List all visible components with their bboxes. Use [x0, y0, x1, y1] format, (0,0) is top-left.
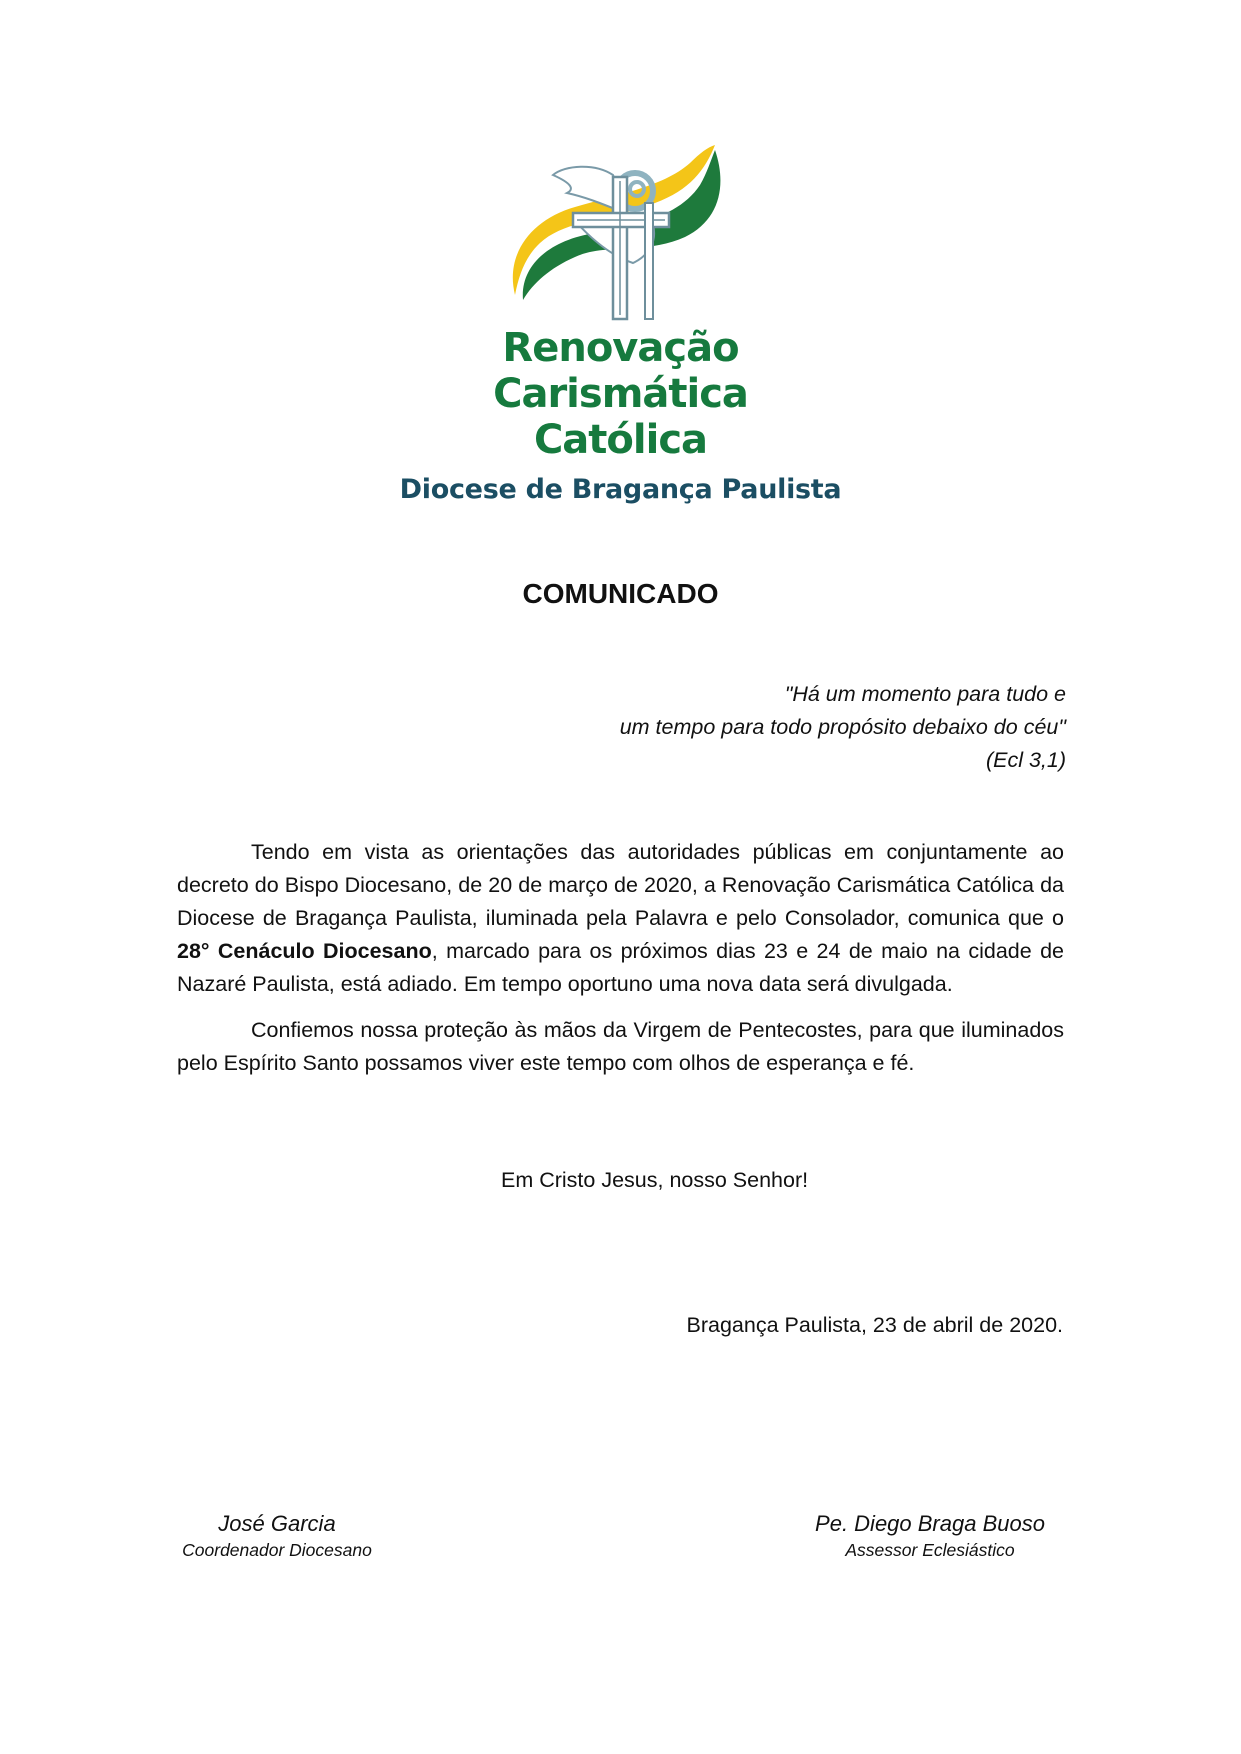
place-date: Bragança Paulista, 23 de abril de 2020. — [686, 1313, 1063, 1337]
diocese-name: Diocese de Bragança Paulista — [399, 474, 842, 505]
org-name-line-1: Renovação — [502, 325, 739, 371]
paragraph-2: Confiemos nossa proteção às mãos da Virgem de Pentecostes, para que iluminados pelo Espírito Santo possamos viver este tempo com olhos de esperança e fé. — [177, 1018, 1064, 1075]
signature-coordinator — [177, 1510, 377, 1562]
event-name: 28° Cenáculo Diocesano — [177, 939, 432, 963]
signature-advisor — [795, 1510, 1065, 1562]
epigraph-reference: (Ecl 3,1) — [985, 748, 1066, 772]
document-title: COMUNICADO — [522, 578, 719, 609]
epigraph-line-1: "Há um momento para tudo e — [784, 682, 1066, 706]
signatory-name: Pe. Diego Braga Buoso — [815, 1511, 1045, 1536]
epigraph-line-2: um tempo para todo propósito debaixo do céu" — [619, 715, 1066, 739]
organization-name — [0, 325, 1241, 463]
closing-line: Em Cristo Jesus, nosso Senhor! — [501, 1168, 809, 1192]
signatory-name: José Garcia — [218, 1511, 336, 1536]
org-name-line-3: Católica — [533, 417, 708, 463]
signatory-role: Coordenador Diocesano — [182, 1540, 372, 1560]
body-text — [177, 836, 1064, 1080]
paragraph-1 — [177, 836, 1064, 1001]
org-name-line-2: Carismática — [493, 371, 748, 417]
epigraph — [620, 678, 1066, 777]
paragraph-1-start: Tendo em vista as orientações das autoridades públicas em conjuntamente ao decreto do Bispo Diocesano, de 20 de março de 2020, a Renovação Carismática Católica da Diocese de Bragança Paulista, iluminada pela Palavra e pelo Consolador, comunica que o — [177, 840, 1064, 930]
rcc-logo-icon — [505, 145, 735, 325]
signatory-role: Assessor Eclesiástico — [845, 1540, 1015, 1560]
paragraph-1-end: , marcado para os próximos dias 23 e 24 de maio na cidade de Nazaré Paulista, está adiado. Em tempo oportuno uma nova data será divulgada. — [177, 939, 1064, 996]
